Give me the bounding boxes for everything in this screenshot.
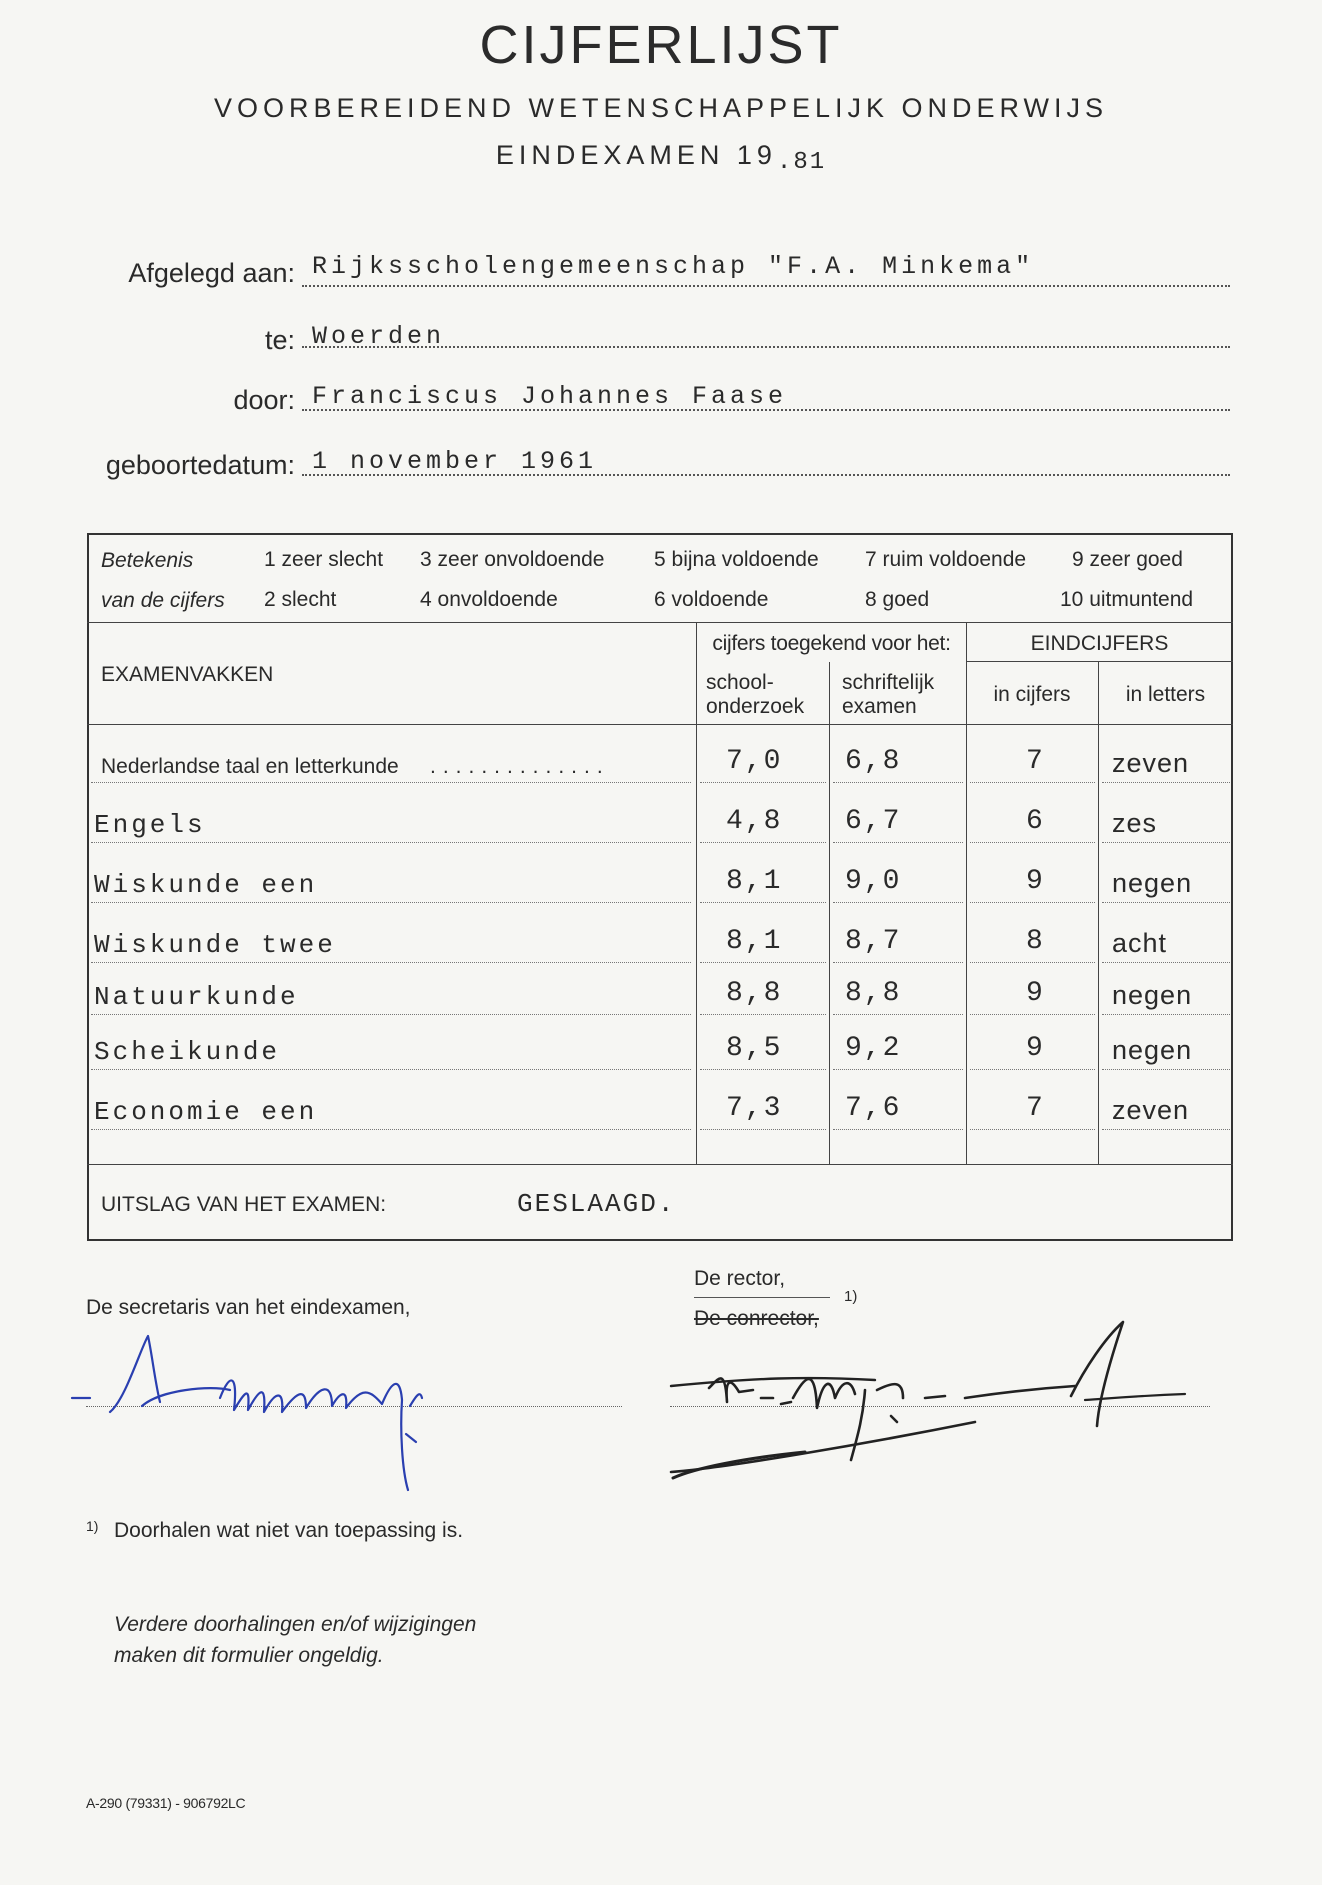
col-header-awarded: cijfers toegekend voor het: bbox=[712, 632, 951, 655]
subject-name: Economie een bbox=[94, 1097, 318, 1127]
row-line bbox=[700, 1014, 826, 1015]
rector-label: De rector, bbox=[694, 1267, 786, 1290]
exam-year-line bbox=[0, 140, 1322, 176]
divider bbox=[1098, 662, 1099, 1164]
final-grade-letters: zeven bbox=[1112, 748, 1190, 778]
col-header-subjects: EXAMENVAKKEN bbox=[101, 663, 274, 686]
row-line bbox=[1102, 902, 1230, 903]
row-line bbox=[1102, 1014, 1230, 1015]
written-grade: 8,7 bbox=[845, 926, 902, 957]
row-line bbox=[91, 842, 691, 843]
row-line bbox=[970, 902, 1095, 903]
legend-item: 9 zeer goed bbox=[1072, 548, 1183, 571]
row-line bbox=[833, 842, 963, 843]
final-grade-digit: 7 bbox=[1026, 1093, 1045, 1124]
row-line bbox=[700, 902, 826, 903]
row-line bbox=[970, 1014, 1095, 1015]
footnote-mark: 1) bbox=[86, 1518, 99, 1534]
door-value: Franciscus Johannes Faase bbox=[312, 382, 788, 411]
secretary-signature-image bbox=[70, 1330, 490, 1500]
row-line bbox=[833, 1129, 963, 1130]
row-line bbox=[91, 902, 691, 903]
row-line bbox=[833, 1069, 963, 1070]
divider bbox=[87, 622, 1233, 623]
divider bbox=[87, 1164, 1233, 1165]
row-line bbox=[91, 782, 691, 783]
final-grade-letters: zeven bbox=[1112, 1095, 1190, 1125]
subject-name: Wiskunde twee bbox=[94, 930, 336, 960]
legend-item: 7 ruim voldoende bbox=[865, 548, 1027, 571]
divider bbox=[966, 661, 1233, 662]
row-line bbox=[833, 902, 963, 903]
written-grade: 8,8 bbox=[845, 978, 902, 1009]
final-grade-letters: negen bbox=[1112, 1035, 1193, 1065]
col-header-final: EINDCIJFERS bbox=[1030, 632, 1169, 655]
final-grade-letters: acht bbox=[1112, 928, 1168, 958]
final-grade-digit: 8 bbox=[1026, 926, 1045, 957]
afgelegd-label: Afgelegd aan: bbox=[128, 258, 295, 288]
warning-line-2: maken dit formulier ongeldig. bbox=[114, 1644, 384, 1667]
row-line bbox=[700, 1069, 826, 1070]
divider bbox=[696, 622, 697, 1164]
conrector-label: De conrector, bbox=[694, 1307, 819, 1330]
row-line bbox=[833, 782, 963, 783]
school-grade: 8,8 bbox=[726, 978, 783, 1009]
row-line bbox=[1102, 1069, 1230, 1070]
form-code: A-290 (79331) - 906792LC bbox=[86, 1795, 246, 1811]
subject-name: Wiskunde een bbox=[94, 870, 318, 900]
school-grade: 8,1 bbox=[726, 926, 783, 957]
written-grade: 6,8 bbox=[845, 746, 902, 777]
final-grade-letters: negen bbox=[1112, 868, 1193, 898]
school-grade: 8,1 bbox=[726, 866, 783, 897]
row-line bbox=[700, 782, 826, 783]
secretary-label: De secretaris van het eindexamen, bbox=[86, 1296, 411, 1319]
subject-name: Nederlandse taal en letterkunde bbox=[101, 755, 399, 778]
row-line bbox=[91, 1069, 691, 1070]
te-label: te: bbox=[264, 325, 295, 355]
school-grade: 8,5 bbox=[726, 1033, 783, 1064]
legend-item: 1 zeer slecht bbox=[264, 548, 384, 571]
col-header-digits: in cijfers bbox=[993, 683, 1071, 706]
school-grade: 7,0 bbox=[726, 746, 783, 777]
legend-item: 5 bijna voldoende bbox=[654, 548, 819, 571]
final-grade-letters: negen bbox=[1112, 980, 1193, 1010]
final-grade-digit: 9 bbox=[1026, 1033, 1045, 1064]
row-line bbox=[970, 1069, 1095, 1070]
row-line bbox=[91, 962, 691, 963]
afgelegd-value: Rijksscholengemeenschap "F.A. Minkema" bbox=[312, 252, 1035, 281]
row-line bbox=[700, 1129, 826, 1130]
row-line bbox=[970, 1129, 1095, 1130]
final-grade-digit: 6 bbox=[1026, 806, 1045, 837]
written-grade: 6,7 bbox=[845, 806, 902, 837]
exam-prefix: EINDEXAMEN 19 bbox=[495, 140, 777, 170]
document-subtitle: VOORBEREIDEND WETENSCHAPPELIJK ONDERWIJS bbox=[213, 93, 1109, 123]
row-line bbox=[970, 782, 1095, 783]
afgelegd-line bbox=[302, 285, 1230, 287]
row-line bbox=[833, 962, 963, 963]
warning-line-1: Verdere doorhalingen en/of wijzigingen bbox=[114, 1613, 477, 1636]
divider bbox=[829, 662, 830, 1164]
legend-item: 2 slecht bbox=[264, 588, 337, 611]
legend-item: 10 uitmuntend bbox=[1060, 588, 1194, 611]
divider bbox=[87, 724, 1233, 725]
subject-name: Engels bbox=[94, 810, 206, 840]
written-grade: 7,6 bbox=[845, 1093, 902, 1124]
document-title: CIJFERLIJST bbox=[479, 15, 843, 75]
row-line bbox=[700, 962, 826, 963]
result-value: GESLAAGD. bbox=[517, 1189, 676, 1219]
legend-item: 4 onvoldoende bbox=[420, 588, 558, 611]
te-value: Woerden bbox=[312, 322, 446, 351]
row-line bbox=[91, 1129, 691, 1130]
legend-item: 3 zeer onvoldoende bbox=[420, 548, 605, 571]
final-grade-letters: zes bbox=[1112, 808, 1158, 838]
legend-title-1: Betekenis bbox=[101, 549, 194, 572]
legend-title-2: van de cijfers bbox=[101, 589, 225, 612]
row-line bbox=[1102, 1129, 1230, 1130]
rector-line bbox=[694, 1297, 830, 1298]
col-header-school-1: school- bbox=[706, 671, 774, 694]
leader-dots: .............. bbox=[430, 755, 610, 778]
row-line bbox=[700, 842, 826, 843]
subject-name: Scheikunde bbox=[94, 1037, 281, 1067]
geboortedatum-value: 1 november 1961 bbox=[312, 447, 598, 476]
row-line bbox=[1102, 842, 1230, 843]
final-grade-digit: 7 bbox=[1026, 746, 1045, 777]
row-line bbox=[91, 1014, 691, 1015]
legend-item: 8 goed bbox=[865, 588, 930, 611]
row-line bbox=[1102, 782, 1230, 783]
row-line bbox=[833, 1014, 963, 1015]
geboortedatum-label: geboortedatum: bbox=[105, 450, 295, 480]
school-grade: 4,8 bbox=[726, 806, 783, 837]
subject-name: Natuurkunde bbox=[94, 982, 299, 1012]
written-grade: 9,0 bbox=[845, 866, 902, 897]
col-header-written-1: schriftelijk bbox=[842, 671, 935, 694]
rector-signature-image bbox=[665, 1318, 1225, 1488]
written-grade: 9,2 bbox=[845, 1033, 902, 1064]
school-grade: 7,3 bbox=[726, 1093, 783, 1124]
door-label: door: bbox=[233, 385, 295, 415]
col-header-letters: in letters bbox=[1125, 683, 1206, 706]
row-line bbox=[970, 842, 1095, 843]
row-line bbox=[970, 962, 1095, 963]
footnote-text: Doorhalen wat niet van toepassing is. bbox=[114, 1519, 464, 1542]
final-grade-digit: 9 bbox=[1026, 978, 1045, 1009]
legend-item: 6 voldoende bbox=[654, 588, 769, 611]
final-grade-digit: 9 bbox=[1026, 866, 1045, 897]
footnote-marker: 1) bbox=[844, 1288, 858, 1305]
row-line bbox=[1102, 962, 1230, 963]
result-label: UITSLAG VAN HET EXAMEN: bbox=[101, 1193, 387, 1216]
col-header-written-2: examen bbox=[842, 695, 917, 718]
exam-year-suffix: .81 bbox=[776, 149, 827, 176]
col-header-school-2: onderzoek bbox=[706, 695, 805, 718]
